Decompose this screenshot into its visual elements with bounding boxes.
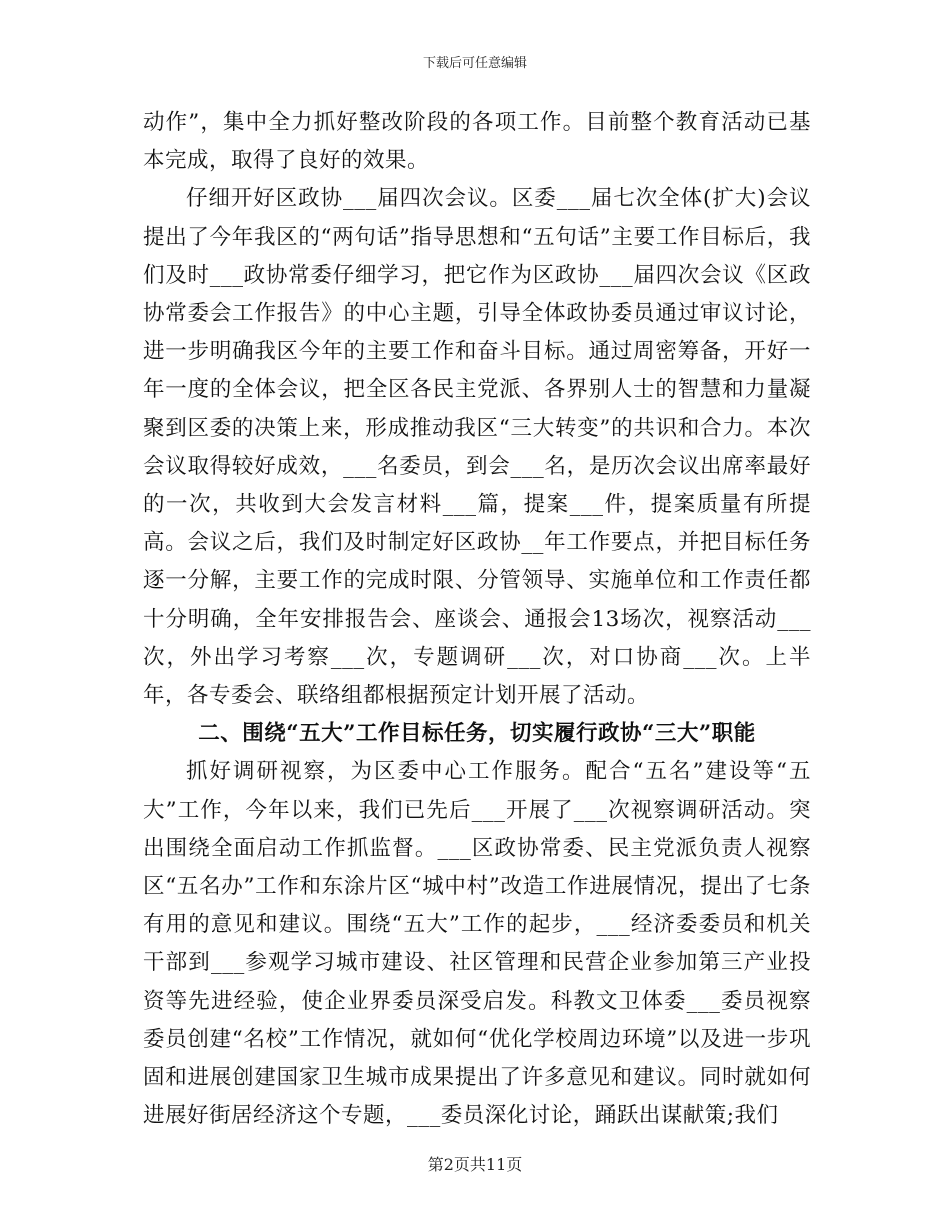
paragraph-plenary-session: 仔细开好区政协___届四次会议。区委___届七次全体(扩大)会议提出了今年我区的“两句话”指导思想和“五句话”主要工作目标后，我们及时___政协常委仔细学习，把它作为区政协___届四次会议《区政协常委会工作报告》的中心主题，引导全体政协委员通过审议讨论，进一步明确我区今年的主要工作和奋斗目标。通过周密筹备，开好一年一度的全体会议，把全区各民主党派、各界别人士的智慧和力量凝聚到区委的决策上来，形成推动我区“三大转变”的共识和合力。本次会议取得较好成效，___名委员，到会___名，是历次会议出席率最好的一次，共收到大会发言材料___篇，提案___件，提案质量有所提高。会议之后，我们及时制定好区政协__年工作要点，并把目标任务逐一分解，主要工作的完成时限、分管领导、实施单位和工作责任都十分明确，全年安排报告会、座谈会、通报会13场次，视察活动___次，外出学习考察___次，专题调研___次，对口协商___次。上半年，各专委会、联络组都根据预定计划开展了活动。 — [143, 186, 811, 709]
document-body — [143, 104, 811, 1135]
page-header: 下载后可任意编辑 — [422, 56, 527, 71]
section-heading: 二、围绕“五大”工作目标任务，切实履行政协“三大”职能 — [198, 721, 756, 747]
paragraph-continuation: 动作”，集中全力抓好整改阶段的各项工作。目前整个教育活动已基本完成，取得了良好的效果。 — [143, 110, 811, 174]
paragraph-research-inspection: 抓好调研视察，为区委中心工作服务。配合“五名”建设等“五大”工作，今年以来，我们已先后___开展了___次视察调研活动。突出围绕全面启动工作抓监督。___区政协常委、民主党派负责人视察区“五名办”工作和东涂片区“城中村”改造工作进展情况，提出了七条有用的意见和建议。围绕“五大”工作的起步，___经济委委员和机关干部到___参观学习城市建设、社区管理和民营企业参加第三产业投资等先进经验，使企业界委员深受启发。科教文卫体委___委员视察委员创建“名校”工作情况，就如何“优化学校周边环境”以及进一步巩固和进展创建国家卫生城市成果提出了许多意见和建议。同时就如何进展好街居经济这个专题，___委员深化讨论，踊跃出谋献策;我们 — [143, 759, 812, 1129]
page-footer: 第2页共11页 — [427, 1155, 523, 1174]
